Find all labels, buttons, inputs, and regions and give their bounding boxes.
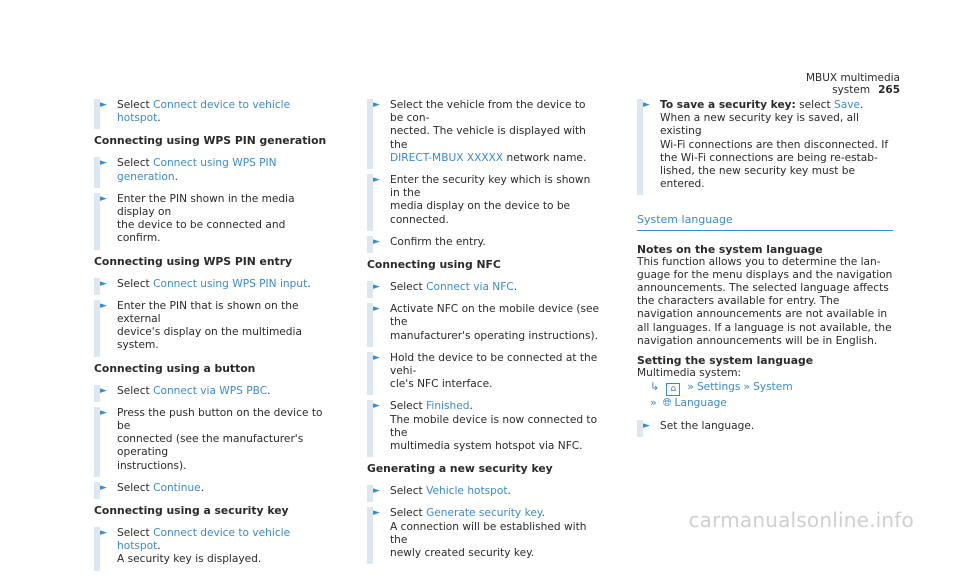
step: [94, 99, 329, 125]
step-text: .: [307, 277, 311, 290]
arrow-right-icon: ►: [373, 486, 380, 497]
menu-link[interactable]: Connect device to vehicle hotspot: [117, 527, 291, 553]
step-text: network name.: [503, 151, 587, 164]
step-text: .: [513, 281, 518, 294]
arrow-right-icon: ►: [373, 401, 380, 412]
globe-icon: 🌐︎: [662, 396, 672, 410]
step-text: instructions).: [117, 459, 187, 472]
step: [367, 507, 602, 560]
step-text: .: [267, 384, 271, 397]
arrow-right-icon: ►: [100, 100, 107, 110]
step-text: Select the vehicle from the device to be con-: [390, 99, 586, 125]
notes-line: announcements will be in English.: [696, 334, 878, 347]
notes-line: guage for the menu displays and the navigation: [637, 268, 893, 281]
heading: Generating a new security key: [367, 462, 553, 476]
step: [637, 99, 893, 191]
step-text: Enter the PIN shown in the media display on: [117, 192, 295, 219]
step: [94, 407, 329, 473]
page-number: 265: [878, 84, 900, 96]
arrow-right-icon: ►: [643, 421, 650, 432]
notes-line: the characters available for entry. The navigation: [637, 295, 840, 321]
arrow-right-icon: ►: [373, 175, 380, 186]
step-bold: To save a security key:: [660, 99, 796, 111]
section-title: System language: [637, 213, 893, 230]
step-text: lished, the new security key must be entered.: [660, 165, 856, 191]
step-text: select: [795, 99, 834, 111]
path-language[interactable]: Language: [674, 397, 727, 410]
step: [94, 300, 329, 353]
step-text: The mobile device is now connected to the: [390, 413, 598, 439]
arrow-right-icon: ►: [100, 482, 107, 493]
double-chevron-icon: »: [687, 380, 694, 394]
header-title: MBUX multimedia system: [805, 72, 900, 96]
network-name: DIRECT-MBUX XXXXX: [390, 151, 504, 164]
arrow-right-icon: ►: [100, 193, 107, 204]
menu-path: [637, 396, 893, 410]
step-text: .: [860, 99, 864, 111]
step-text: A connection will be established with the: [390, 520, 587, 546]
step-text: Select: [117, 157, 154, 170]
arrow-right-icon: ►: [373, 282, 380, 293]
step-text: Select: [390, 485, 427, 498]
step: [367, 352, 602, 392]
menu-link[interactable]: Connect device to vehicle hotspot: [117, 99, 291, 125]
menu-link[interactable]: Continue: [153, 481, 201, 494]
step-text: Select: [117, 384, 154, 397]
step: [367, 281, 602, 294]
step-text: Select: [390, 507, 427, 520]
notes-line: announcements. The selected language affects: [637, 282, 889, 295]
arrow-right-icon: ►: [643, 100, 650, 110]
step-text: When a new security key is saved, all existing: [660, 112, 859, 138]
step: [367, 236, 602, 249]
double-chevron-icon: »: [743, 380, 751, 394]
step-bar: [637, 99, 643, 195]
step: [367, 99, 602, 165]
step-text: cle's NFC interface.: [390, 378, 493, 391]
arrow-right-icon: ►: [100, 278, 107, 289]
menu-link[interactable]: Connect using WPS PIN input: [153, 277, 308, 290]
step-text: .: [157, 540, 161, 553]
step-text: .: [469, 400, 473, 413]
step-text: Confirm the entry.: [390, 235, 486, 248]
notes-paragraph: [637, 256, 893, 348]
step: [94, 157, 329, 183]
heading: Connecting using a security key: [94, 504, 289, 518]
page-header: [760, 72, 900, 96]
menu-link[interactable]: Connect via NFC: [426, 281, 514, 294]
notes-line: announcements are not available in all languages.: [637, 308, 888, 334]
arrow-right-icon: ►: [373, 100, 380, 110]
arrow-right-icon: ►: [373, 236, 380, 247]
step: [94, 527, 329, 567]
step-text: connected (see the manufacturer's operating: [117, 433, 304, 459]
menu-link[interactable]: Generate security key: [426, 507, 542, 520]
step: [94, 482, 329, 495]
subheading: Setting the system language: [637, 354, 814, 368]
column-3: [637, 99, 893, 442]
step-text: the Wi-Fi connections are being re-estab-: [660, 151, 878, 164]
step-text: .: [200, 481, 205, 494]
arrow-right-icon: ►: [100, 407, 107, 418]
heading: Connecting using NFC: [367, 258, 501, 272]
step: [94, 193, 329, 246]
arrow-right-icon: ►: [373, 304, 380, 315]
step-text: Select: [117, 527, 154, 540]
return-arrow-icon: ↳: [650, 380, 660, 394]
step: [367, 303, 602, 343]
step: [94, 278, 329, 291]
step-text: the device to be connected and confirm.: [117, 219, 286, 245]
heading: Connecting using a button: [94, 361, 256, 375]
step-text: Select: [117, 277, 154, 290]
step-text: media display on the device to be connected.: [390, 200, 571, 226]
step-text: nected. The vehicle is displayed with the: [390, 125, 586, 151]
step-text: Press the push button on the device to be: [117, 406, 323, 433]
double-chevron-icon: »: [650, 396, 657, 410]
step-text: Select: [390, 400, 427, 413]
step-text: Wi-Fi connections are then disconnected. If: [660, 138, 889, 151]
step-text: Select: [390, 281, 427, 294]
step: [637, 420, 893, 433]
step-text: Hold the device to be connected at the vehi-: [390, 351, 598, 378]
menu-link[interactable]: Save: [834, 99, 861, 111]
home-icon[interactable]: ⌂: [666, 383, 680, 396]
step-text: Set the language.: [660, 420, 755, 433]
menu-link[interactable]: Connect via WPS PBC: [153, 384, 268, 397]
path-settings[interactable]: Settings: [696, 381, 741, 394]
step-text: A security key is displayed.: [117, 553, 262, 566]
arrow-right-icon: ►: [100, 158, 107, 169]
step-text: Select: [117, 481, 154, 494]
step-text: Enter the security key which is shown in the: [390, 174, 591, 200]
step: [94, 385, 329, 398]
arrow-right-icon: ►: [100, 385, 107, 396]
step-text: .: [174, 170, 178, 183]
step-text: Enter the PIN that is shown on the external: [117, 299, 299, 326]
step-text: newly created security key.: [390, 547, 535, 560]
step-text: Select: [117, 99, 154, 111]
arrow-right-icon: ►: [373, 508, 380, 519]
menu-link[interactable]: Finished: [426, 400, 470, 413]
column-1: [94, 99, 329, 576]
notes-line: If a language is not available, the navigation: [637, 321, 892, 347]
step: [367, 174, 602, 227]
heading: Connecting using WPS PIN entry: [94, 254, 293, 268]
arrow-right-icon: ►: [373, 352, 380, 363]
step-text: device's display on the multimedia system.: [117, 326, 302, 352]
notes-line: This function allows you to determine the lan-: [637, 255, 881, 268]
column-2: [367, 99, 602, 569]
path-system[interactable]: System: [753, 381, 793, 394]
step-text: .: [157, 112, 161, 125]
path-label: Multimedia system:: [637, 367, 742, 380]
watermark: carmanualsonline.info: [688, 508, 914, 532]
step: [367, 485, 602, 498]
arrow-right-icon: ►: [100, 528, 107, 539]
subheading: Notes on the system language: [637, 242, 823, 256]
step-text: .: [507, 485, 511, 498]
step-text: manufacturer's operating instructions).: [390, 329, 598, 342]
menu-path: [637, 380, 893, 396]
step-text: .: [541, 507, 545, 520]
step-text: Activate NFC on the mobile device (see the: [390, 303, 600, 329]
menu-link[interactable]: Vehicle hotspot: [426, 485, 508, 498]
arrow-right-icon: ►: [100, 300, 107, 311]
heading: Connecting using WPS PIN generation: [94, 134, 327, 148]
step: [367, 400, 602, 453]
step-text: multimedia system hotspot via NFC.: [390, 440, 583, 453]
menu-link[interactable]: Connect using WPS PIN generation: [117, 157, 277, 183]
